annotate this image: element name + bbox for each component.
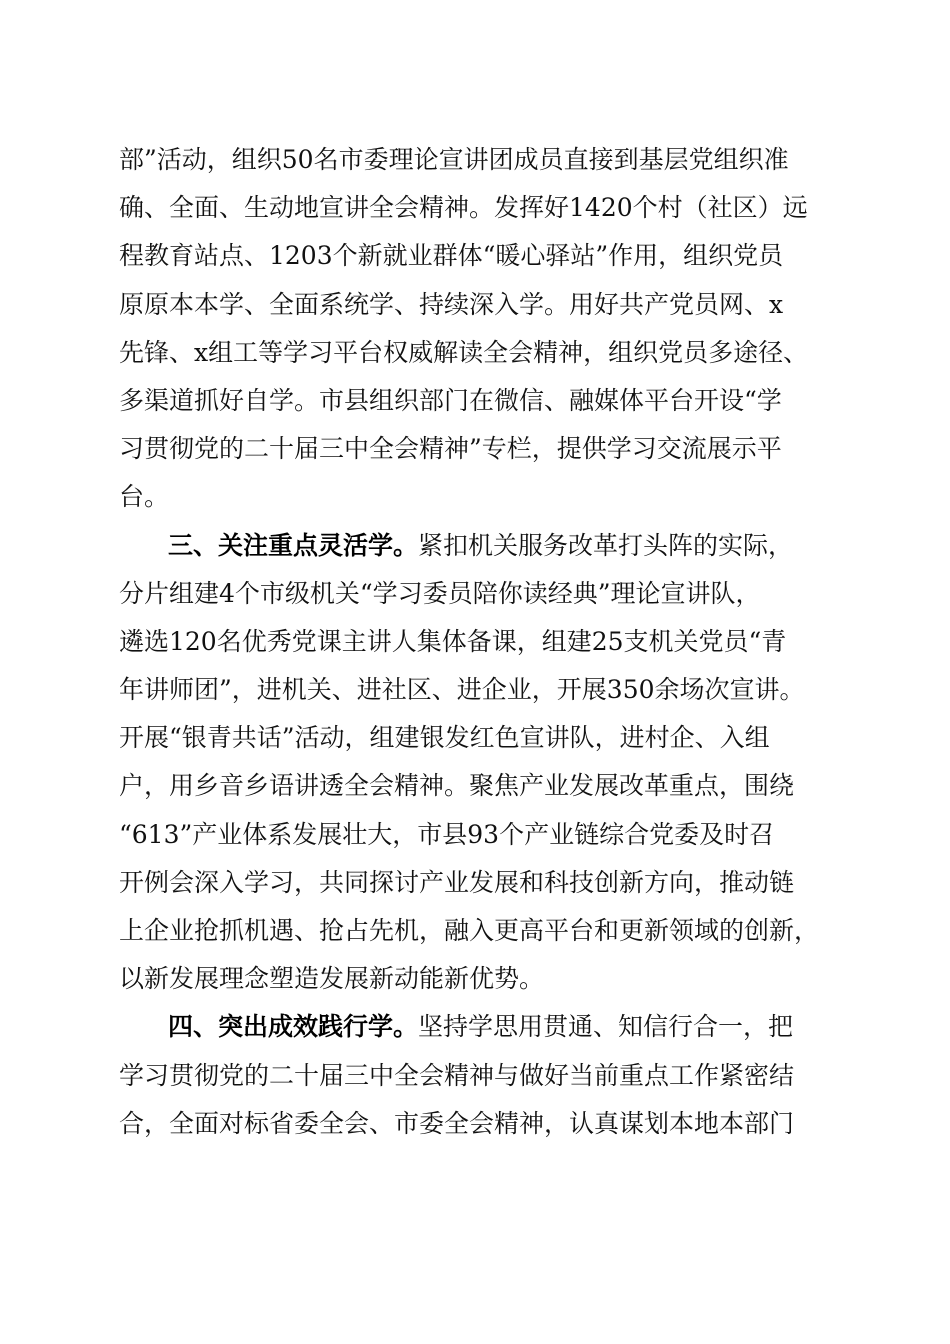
paragraph-line: 先锋、x组工等学习平台权威解读全会精神，组织党员多途径、 [119,337,809,367]
paragraph-line: 开例会深入学习，共同探讨产业发展和科技创新方向，推动链 [119,867,795,897]
paragraph-line: 开展“银青共话”活动，组建银发红色宣讲队，进村企、入组 [119,723,770,753]
document-body [119,136,839,1148]
paragraph-line: 遴选120名优秀党课主讲人集体备课，组建25支机关党员“青 [119,626,787,656]
paragraph-line: 合，全面对标省委全会、市委全会精神，认真谋划本地本部门 [119,1108,795,1138]
section-four [119,1003,839,1148]
paragraph-line: 年讲师团”，进机关、进社区、进企业，开展350余场次宣讲。 [119,675,805,705]
paragraph-line: 原原本本学、全面系统学、持续深入学。用好共产党员网、x [119,289,784,319]
paragraph-line: 户，用乡音乡语讲透全会精神。聚焦产业发展改革重点，围绕 [119,771,795,801]
continued-paragraph [119,136,839,522]
section-four-lead-text: 坚持学思用贯通、知信行合一，把 [418,1012,794,1042]
paragraph-line: 部”活动，组织50名市委理论宣讲团成员直接到基层党组织准 [119,145,789,174]
paragraph-line: 上企业抢抓机遇、抢占先机，融入更高平台和更新领域的创新， [119,916,820,945]
section-three-lead-text: 紧扣机关服务改革打头阵的实际， [418,530,794,560]
section-three-first-line [119,522,839,570]
section-four-heading: 四、突出成效践行学。 [168,1012,419,1042]
paragraph-line: 多渠道抓好自学。市县组织部门在微信、融媒体平台开设“学 [119,385,782,415]
paragraph-line: 分片组建4个市级机关“学习委员陪你读经典”理论宣讲队， [119,578,761,608]
paragraph-line: 程教育站点、1203个新就业群体“暖心驿站”作用，组织党员 [119,241,784,271]
paragraph-line: 学习贯彻党的二十届三中全会精神与做好当前重点工作紧密结 [119,1060,795,1090]
section-three-heading: 三、关注重点灵活学。 [168,530,419,560]
paragraph-line: 以新发展理念塑造发展新动能新优势。 [119,964,545,994]
paragraph-line: 习贯彻党的二十届三中全会精神”专栏，提供学习交流展示平 [119,434,782,464]
paragraph-line: 确、全面、生动地宣讲全会精神。发挥好1420个村（社区）远 [119,193,808,223]
paragraph-line: 台。 [119,482,170,512]
paragraph-line: “613”产业体系发展壮大，市县93个产业链综合党委及时召 [119,819,775,849]
section-three [119,522,839,1004]
section-four-first-line [119,1003,839,1051]
